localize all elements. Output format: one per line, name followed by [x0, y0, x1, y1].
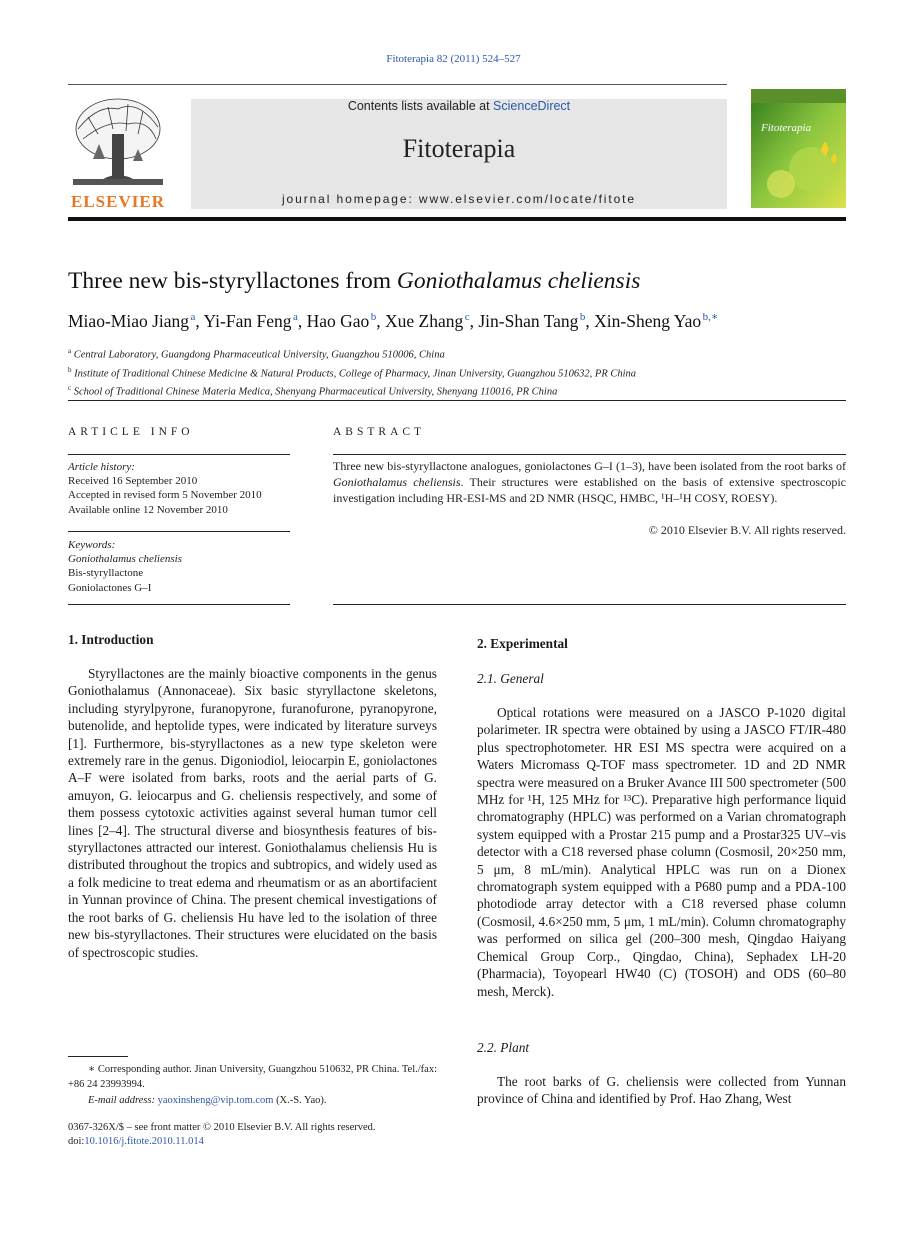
introduction-title: 1. Introduction	[68, 632, 154, 647]
general-text: Optical rotations were measured on a JASCO P-1020 digital polarimeter. IR spectra were obtained by using a JASCO FT/IR-480 plus spectrophotometer. HR ESI MS spectra were acquired on a Waters Micromass Q-TOF mass spectrometer. 1D and 2D NMR spectra were measured on a Bruker Avance III 500 spectrometer (500 MHz for ¹H, 125 MHz for ¹³C). Preparative high performance liquid chromatography (HPLC) was performed on a Varian chromatograph system equipped with a Prostar 215 pump and a Prostar325 UV–vis detector with a C18 reversed phase column (Cosmosil, 20×250 mm, 5 μm, 8 mL/min). Analytical HPLC was run on a Dionex chromatograph system equipped with a P680 pump and a PDA-100 photodiode array detector with a C18 reversed phase column (Cosmosil, 4.6×250 mm, 5 μm, 1 mL/min). Column chromatography was performed on silica gel (200–300 mesh, Qingdao Haiyang Chemical Group Corp., Qingdao, China), Sephadex LH-20 (Pharmacia), Toyopearl HW40 (C) (TOSOH) and ODS (60–80 mesh, Merck).	[477, 705, 846, 999]
title-plain: Three new bis-styryllactones from	[68, 268, 397, 294]
keyword-item: Goniolactones G–I	[68, 581, 152, 594]
email-note	[88, 1094, 437, 1109]
abstract-text: Three new bis-styryllactone analogues, goniolactones G–I (1–3), have been isolated from the root barks of Goniothalamus cheliensis. Their structures were established on the basis of extensive spectroscopic investigation including HR-ESI-MS and 2D NMR (HSQC, HMBC, ¹H–¹H COSY, ROESY).	[333, 459, 847, 506]
journal-cover-image	[751, 89, 846, 208]
email-link[interactable]: yaoxinsheng@vip.tom.com	[157, 1095, 274, 1106]
author-affiliation-mark[interactable]: a	[190, 311, 196, 323]
section-divider	[68, 400, 846, 401]
issn-line: 0367-326X/$ – see front matter © 2010 Elsevier B.V. All rights reserved.	[68, 1122, 376, 1133]
author-name: Hao Gao	[306, 310, 370, 331]
doi-label: doi:	[68, 1136, 85, 1147]
article-info-bottom-rule	[68, 604, 290, 605]
experimental-title: 2. Experimental	[477, 636, 568, 651]
corresponding-author-note: ∗ Corresponding author. Jinan University, Guangzhou 510632, PR China. Tel./fax: +86 24 23993994.	[68, 1064, 437, 1090]
elsevier-tree-logo	[68, 89, 168, 209]
history-online: Available online 12 November 2010	[68, 503, 228, 516]
journal-homepage[interactable]: journal homepage: www.elsevier.com/locate/fitote	[281, 192, 636, 206]
publisher-name: ELSEVIER	[71, 192, 165, 211]
article-info-heading: ARTICLE INFO	[68, 426, 194, 438]
author-name: Xue Zhang	[385, 310, 464, 331]
email-label: E-mail address:	[88, 1095, 158, 1106]
author-affiliation-mark[interactable]: b	[579, 311, 586, 323]
cover-title: Fitoterapia	[761, 122, 812, 134]
contents-availability	[191, 99, 727, 113]
title-italic: Goniothalamus cheliensis	[396, 268, 641, 294]
header-thick-rule	[68, 217, 846, 221]
author-list: Miao-Miao Jiang $^a$, Yi-Fan Feng $^a$, Hao Gao $^b$, Xue Zhang $^c$, Jin-Shan Tang $^b$, Xin-Sheng Yao $^{b,∗}$	[68, 310, 719, 331]
email-suffix: (X.-S. Yao).	[273, 1095, 327, 1106]
author-name: Miao-Miao Jiang	[68, 310, 190, 331]
plant-subtitle: 2.2. Plant	[477, 1040, 530, 1055]
author-name: Yi-Fan Feng	[203, 310, 292, 331]
affiliations	[68, 344, 636, 400]
abstract-rule	[333, 454, 846, 455]
footnote-rule	[68, 1056, 128, 1057]
contents-prefix: Contents lists available at	[347, 99, 494, 113]
introduction-text: Styryllactones are the mainly bioactive components in the genus Goniothalamus (Annonaceae). Six basic styryllactone skeletons, including styrylpyrone, furanopyrone, furanofurone, pyranopyrone, butenolide, and heptolide types, were indicated by literature surveys [1]. Furthermore, bis-styryllactones as a new type skeleton were extremely rare in the genus. Digoniodiol, leiocarpin E, goniolactones A–F were isolated from barks, roots and the aerial parts of G. amuyon, G. leiocarpus and G. cheliensis respectively, and some of them possess cytotoxic activities against several human tumor cell lines [2–4]. The structural diverse and biosynthesis features of bis-styryllactones attracted our interest. Goniothalamus cheliensis Hu is distributed throughout the tropics and subtropics, and widely used as a folk medicine to treat edema and rheumatism or as an abortifacient in Yunnan province of China. The present chemical investigations of the root barks of G. cheliensis Hu have led to the isolation of three new bis-styryllactones. Their structures were elucidated on the basis of spectroscopic studies.	[68, 666, 437, 960]
keywords-rule	[68, 531, 290, 532]
keywords	[68, 538, 290, 595]
article-history	[68, 460, 290, 517]
header-rule	[68, 84, 727, 85]
article-info-rule	[68, 454, 290, 455]
plant-text: The root barks of G. cheliensis were collected from Yunnan province of China and identified by Prof. Hao Zhang, West	[477, 1074, 846, 1107]
copyright: © 2010 Elsevier B.V. All rights reserved.	[648, 523, 846, 537]
author-affiliation-mark[interactable]: b	[370, 311, 377, 323]
author-name: Xin-Sheng Yao	[594, 310, 702, 331]
history-label: Article history:	[68, 461, 135, 473]
affiliation-item: $^a$ Central Laboratory, Guangdong Pharmaceutical University, Guangzhou 510006, China	[68, 347, 445, 361]
affiliation-item: $^b$ Institute of Traditional Chinese Medicine & Natural Products, College of Pharmacy, Jinan University, Guangzhou 510632, PR China	[68, 365, 637, 379]
affiliation-item: $^c$ School of Traditional Chinese Materia Medica, Shenyang Pharmaceutical University, Shenyang 110016, PR China	[68, 384, 558, 398]
keywords-label: Keywords:	[68, 539, 116, 551]
sciencedirect-link[interactable]: ScienceDirect	[493, 99, 571, 113]
keyword-item: Bis-styryllactone	[68, 567, 144, 580]
history-received: Received 16 September 2010	[68, 475, 198, 488]
doi-link[interactable]: 10.1016/j.fitote.2010.11.014	[84, 1136, 204, 1147]
doi-line	[68, 1135, 437, 1150]
article-title	[68, 268, 640, 295]
author-affiliation-mark[interactable]: b,∗	[702, 311, 719, 323]
history-accepted: Accepted in revised form 5 November 2010	[68, 489, 262, 502]
author-name: Jin-Shan Tang	[478, 310, 579, 331]
journal-citation[interactable]: Fitoterapia 82 (2011) 524–527	[386, 53, 521, 65]
author-affiliation-mark[interactable]: c	[464, 311, 470, 323]
journal-title: Fitoterapia	[402, 134, 516, 163]
author-affiliation-mark[interactable]: a	[292, 311, 298, 323]
general-subtitle: 2.1. General	[477, 671, 544, 686]
abstract-bottom-rule	[333, 604, 846, 605]
abstract-heading: ABSTRACT	[333, 426, 426, 438]
keyword-item: Goniothalamus cheliensis	[68, 553, 182, 566]
